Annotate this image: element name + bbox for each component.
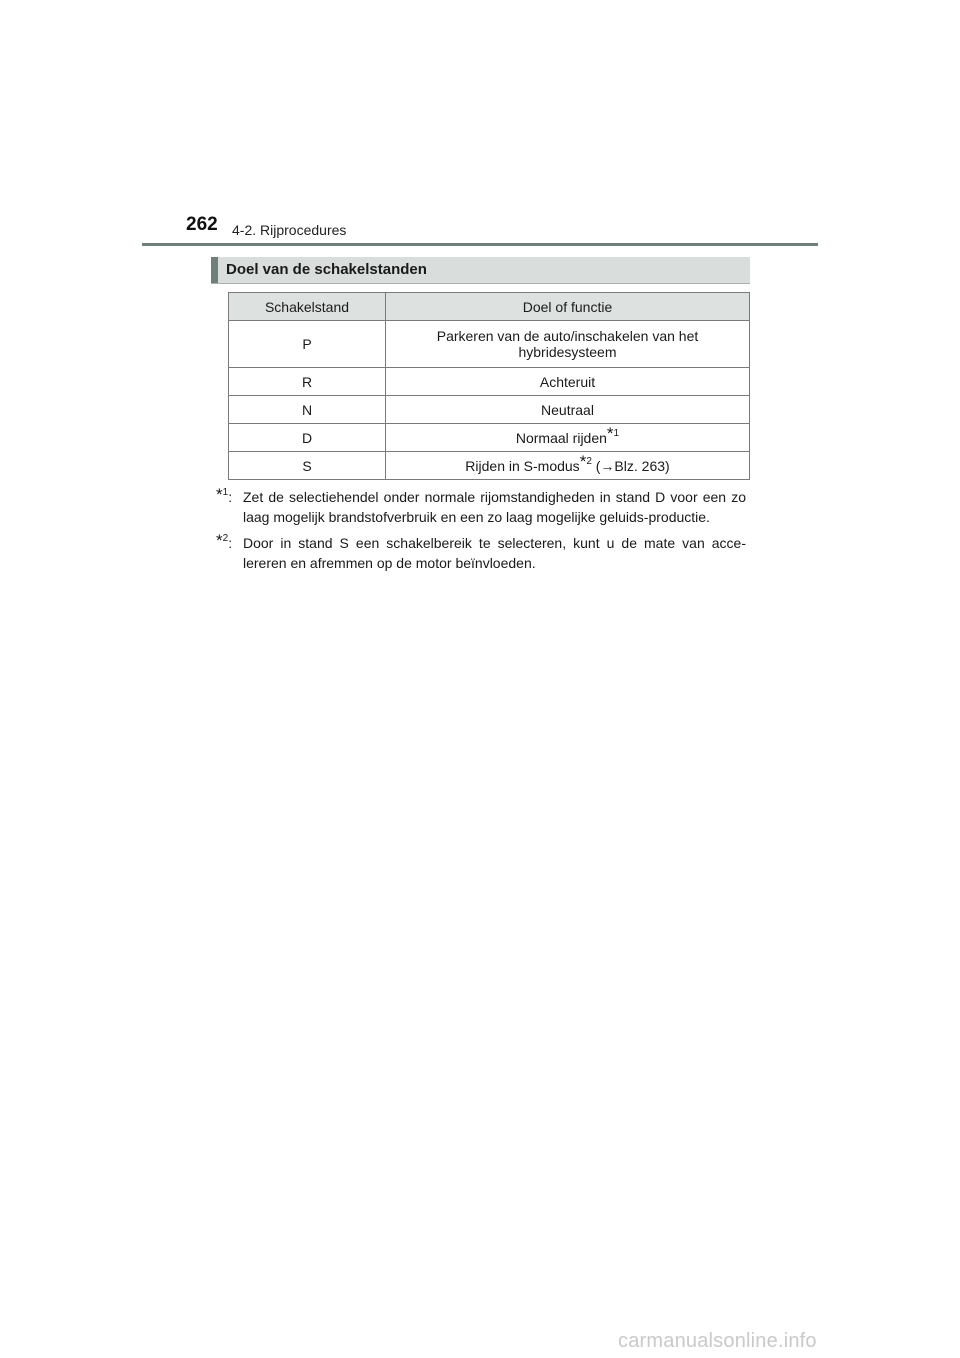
page-number: 262 (186, 214, 218, 235)
footnote-marker: *$^2$: (216, 531, 233, 551)
watermark: carmanualsonline.info (618, 1330, 817, 1352)
position-cell: S (229, 452, 386, 480)
position-cell: R (229, 368, 386, 396)
footnote-star: * (579, 451, 587, 471)
purpose-cell: Achteruit (386, 368, 750, 396)
purpose-text: Rijden in S-modus (465, 457, 580, 474)
footnote-text: Zet de selectiehendel onder normale rijomstandigheden in stand D voor een zo laag mogelijk brandstofverbruik en een zo laag mogelijke geluids-productie. (243, 489, 746, 525)
position-cell: N (229, 396, 386, 424)
position-cell: D (229, 424, 386, 452)
purpose-text: Normaal rijden (515, 429, 607, 446)
footnote (216, 487, 746, 527)
header-rule (142, 243, 818, 246)
table-header-row (229, 293, 750, 321)
footnote-star: * (606, 423, 614, 443)
purpose-text: hybridesysteem (518, 344, 617, 360)
purpose-cell (386, 424, 750, 452)
purpose-cell (386, 321, 750, 368)
section-header (211, 257, 750, 284)
footnote-ref: 2 (586, 455, 592, 467)
footnote-marker: *$^1$: (216, 485, 233, 505)
chapter-title: 4-2. Rijprocedures (232, 222, 347, 238)
footnote-ref: 1 (613, 427, 620, 439)
purpose-text: Parkeren van de auto/inschakelen van het (436, 328, 699, 344)
table-row (229, 368, 750, 396)
purpose-cell (386, 452, 750, 480)
purpose-cell: Neutraal (386, 396, 750, 424)
column-header-purpose: Doel of functie (386, 293, 750, 321)
footnotes (216, 487, 746, 579)
footnote-text: Door in stand S een schakelbereik te selecteren, kunt u de mate van acce-lereren en afremmen op de motor beïnvloeden. (243, 535, 746, 571)
page-reference: (→Blz. 263) (591, 457, 670, 474)
column-header-position: Schakelstand (229, 293, 386, 321)
section-bar (211, 257, 218, 283)
footnote (216, 533, 746, 573)
table-row (229, 321, 750, 368)
table-row (229, 396, 750, 424)
position-cell: P (229, 321, 386, 368)
table-row (229, 424, 750, 452)
shift-position-table (228, 292, 750, 480)
section-title: Doel van de schakelstanden (226, 261, 427, 278)
table-row (229, 452, 750, 480)
